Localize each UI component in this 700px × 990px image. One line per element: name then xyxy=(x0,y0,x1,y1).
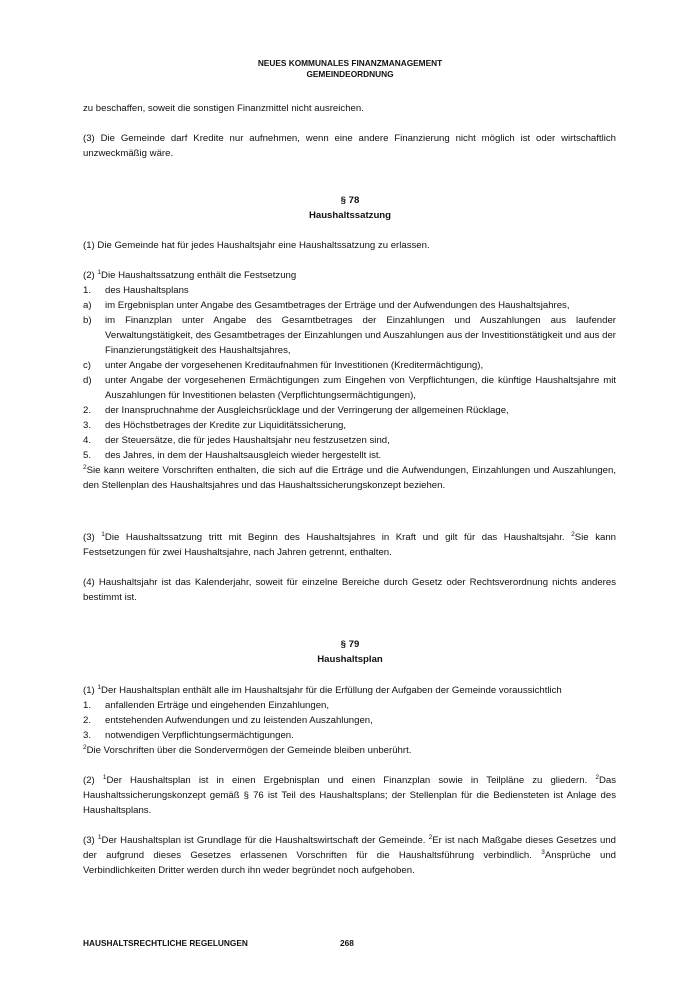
list-item xyxy=(83,433,616,448)
list-item xyxy=(83,283,616,298)
section-79-heading xyxy=(0,637,700,667)
s78-p2-end-sup: 2 xyxy=(83,463,87,471)
list-item-marker: 3. xyxy=(83,420,92,431)
s78-p3-sup2: 2 xyxy=(571,530,575,538)
section-78-number: § 78 xyxy=(340,195,360,206)
list-item-text: anfallenden Erträge und eingehenden Einzahlungen, xyxy=(105,700,330,711)
list-item xyxy=(83,713,616,728)
header-line-2: GEMEINDEORDNUNG xyxy=(306,69,394,79)
s79-p3-prefix: (3) xyxy=(83,835,98,846)
list-item-text: des Jahres, in dem der Haushaltsausgleich wieder hergestellt ist. xyxy=(105,450,382,461)
list-item-marker: 2. xyxy=(83,405,92,416)
list-item-marker: d) xyxy=(83,375,92,386)
list-item xyxy=(83,728,616,743)
s79-p1-end: Die Vorschriften über die Sondervermögen der Gemeinde bleiben unberührt. xyxy=(86,745,412,756)
s78-paragraph-1: (1) Die Gemeinde hat für jedes Haushaltsjahr eine Haushaltssatzung zu erlassen. xyxy=(83,240,430,251)
s79-p2-a: Der Haushaltsplan ist in einen Ergebnisplan und einen Finanzplan sowie in Teilpläne zu gliedern. xyxy=(106,775,596,786)
list-item-text: unter Angabe der vorgesehenen Ermächtigungen zum Eingehen von Verpflichtungen, die künftige Haushaltsjahre mit Auszahlungen für Investitionen belasten (Verpflichtungsermächtigungen), xyxy=(105,375,616,401)
list-item xyxy=(83,313,616,358)
s79-list xyxy=(83,698,616,743)
list-item-text: der Inanspruchnahme der Ausgleichsrücklage und der Verringerung der allgemeinen Rücklage, xyxy=(105,405,509,416)
section-78-title: Haushaltssatzung xyxy=(308,210,392,221)
s79-p1-sup: 1 xyxy=(97,683,102,691)
s78-paragraph-3 xyxy=(83,530,616,560)
header-line-1: NEUES KOMMUNALES FINANZMANAGEMENT xyxy=(257,58,443,68)
list-item-text: im Finanzplan unter Angabe des Gesamtbetrages der Einzahlungen und Auszahlungen aus laufender Verwaltungstätigkeit, des Gesamtbetrages der Einzahlungen und Auszahlungen aus der Investitionstätigkeit und aus der Finanzierungstätigkeit des Haushaltsjahres, xyxy=(105,315,616,356)
s78-p2-prefix: (2) xyxy=(83,270,98,281)
list-item-text: im Ergebnisplan unter Angabe des Gesamtbetrages der Erträge und der Aufwendungen des Haushaltsjahres, xyxy=(105,300,570,311)
list-item-text: unter Angabe der vorgesehenen Kreditaufnahmen für Investitionen (Kreditermächtigung), xyxy=(105,360,484,371)
s78-p2-sup: 1 xyxy=(97,268,102,276)
list-item xyxy=(83,448,616,463)
list-item xyxy=(83,418,616,433)
list-item-text: entstehenden Aufwendungen und zu leistenden Auszahlungen, xyxy=(105,715,373,726)
list-item-text: des Höchstbetrages der Kredite zur Liquiditätssicherung, xyxy=(105,420,347,431)
list-item-marker: 4. xyxy=(83,435,92,446)
list-item-marker: 3. xyxy=(83,730,92,741)
list-item-marker: 1. xyxy=(83,285,92,296)
s79-p3-a: Der Haushaltsplan ist Grundlage für die Haushaltswirtschaft der Gemeinde. xyxy=(101,835,429,846)
s79-paragraph-2 xyxy=(83,773,616,818)
s79-p2-b: Das Haushaltssicherungskonzept gemäß § 76 ist Teil des Haushaltsplans; der Stellenplan für die Bediensteten ist Anlage des Haushaltsplans. xyxy=(83,775,617,816)
list-item xyxy=(83,298,616,313)
list-item-marker: 2. xyxy=(83,715,92,726)
s78-paragraph-4: (4) Haushaltsjahr ist das Kalenderjahr, soweit für einzelne Bereiche durch Gesetz oder Rechtsverordnung nichts anderes bestimmt ist. xyxy=(83,577,616,603)
list-item xyxy=(83,698,616,713)
s79-p3-sup2: 2 xyxy=(428,833,433,841)
footer-title: HAUSHALTSRECHTLICHE REGELUNGEN xyxy=(83,938,248,948)
s79-p2-sup1: 1 xyxy=(102,773,107,781)
s78-p2-text: Die Haushaltssatzung enthält die Festsetzung xyxy=(101,270,297,281)
s78-p3-b: Sie kann Festsetzungen für zwei Haushaltsjahre, nach Jahren getrennt, enthalten. xyxy=(83,532,616,558)
list-item-marker: c) xyxy=(83,360,91,371)
s78-p3-sup1: 1 xyxy=(101,530,105,538)
s78-p3-a: Die Haushaltssatzung tritt mit Beginn des Haushaltsjahres in Kraft und gilt für das Haushaltsjahr. xyxy=(104,532,572,543)
s78-paragraph-2 xyxy=(83,268,616,493)
list-item-marker: b) xyxy=(83,315,92,326)
section-78-heading xyxy=(0,193,700,223)
list-item-marker: a) xyxy=(83,300,92,311)
s79-p3-sup3: 3 xyxy=(541,848,545,856)
s79-p1-text: Der Haushaltsplan enthält alle im Haushaltsjahr für die Erfüllung der Aufgaben der Gemeinde voraussichtlich xyxy=(101,685,562,696)
list-item-marker: 1. xyxy=(83,700,92,711)
list-item xyxy=(83,358,616,373)
s79-p1-prefix: (1) xyxy=(83,685,98,696)
s79-p3-c: Ansprüche und Verbindlichkeiten Dritter werden durch ihn weder begründet noch aufgehoben. xyxy=(83,850,616,876)
list-item-text: der Steuersätze, die für jedes Haushaltsjahr neu festzusetzen sind, xyxy=(105,435,390,446)
page-number: 268 xyxy=(340,938,354,948)
intro-paragraph-1: zu beschaffen, soweit die sonstigen Finanzmittel nicht ausreichen. xyxy=(83,103,364,114)
section-79-number: § 79 xyxy=(340,639,360,650)
s78-p3-prefix: (3) xyxy=(83,532,102,543)
section-79-title: Haushaltsplan xyxy=(317,654,383,665)
page-header xyxy=(0,58,700,80)
s78-list xyxy=(83,283,616,463)
intro-paragraph-2: (3) Die Gemeinde darf Kredite nur aufnehmen, wenn eine andere Finanzierung nicht möglich ist oder wirtschaftlich unzweckmäßig wäre. xyxy=(83,133,616,159)
s79-p3-b: Er ist nach Maßgabe dieses Gesetzes und der aufgrund dieses Gesetzes erlassenen Vorschriften für die Haushaltsführung verbindlich. xyxy=(83,835,616,861)
s79-paragraph-1 xyxy=(83,683,616,758)
s79-p2-prefix: (2) xyxy=(83,775,103,786)
list-item-text: notwendigen Verpflichtungsermächtigungen. xyxy=(105,730,294,741)
s78-p2-end: Sie kann weitere Vorschriften enthalten, die sich auf die Erträge und die Aufwendungen, Einzahlungen und Auszahlungen, den Stellenplan des Haushaltsjahres und das Haushaltssicherungskonzept beziehen. xyxy=(83,465,616,491)
list-item xyxy=(83,373,616,403)
s79-p1-end-sup: 2 xyxy=(83,743,87,751)
list-item xyxy=(83,403,616,418)
list-item-marker: 5. xyxy=(83,450,92,461)
s79-p3-sup1: 1 xyxy=(97,833,102,841)
list-item-text: des Haushaltsplans xyxy=(105,285,189,296)
s79-paragraph-3 xyxy=(83,833,616,878)
s79-p2-sup2: 2 xyxy=(595,773,599,781)
